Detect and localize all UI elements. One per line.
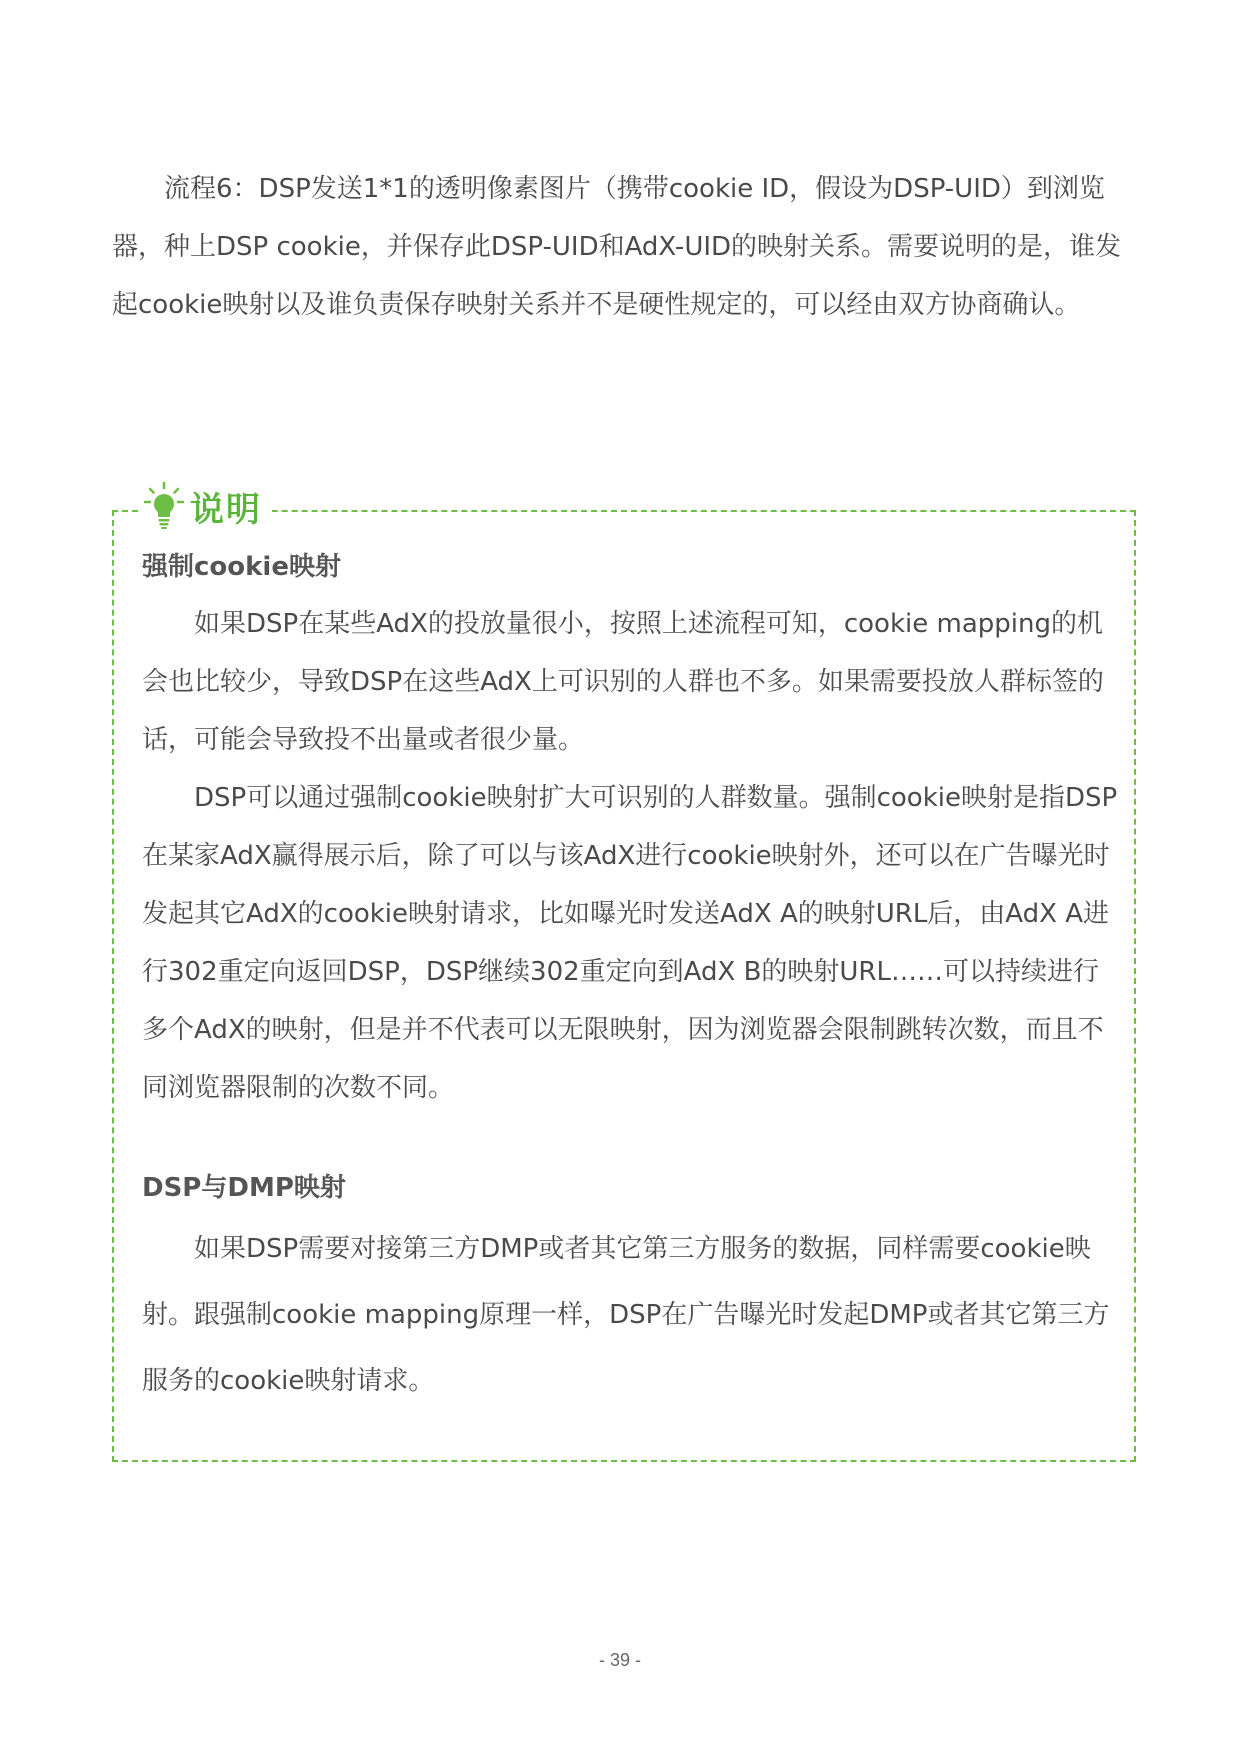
section-heading: DSP与DMP映射	[142, 1173, 346, 1203]
lead-paragraph: 流程6：DSP发送1*1的透明像素图片（携带cookie ID，假设为DSP-UID）到浏览器，种上DSP cookie，并保存此DSP-UID和AdX-UID的映射关系。需要说明的是，谁发起cookie映射以及谁负责保存映射关系并不是硬性规定的，可以经由双方协商确认。	[112, 174, 1122, 320]
section-heading: 强制cookie映射	[142, 552, 341, 582]
note-section-dsp-dmp	[142, 1167, 1122, 1414]
section-paragraph: DSP可以通过强制cookie映射扩大可识别的人群数量。强制cookie映射是指DSP在某家AdX赢得展示后，除了可以与该AdX进行cookie映射外，还可以在广告曝光时发起其它AdX的cookie映射请求，比如曝光时发送AdX A的映射URL后，由AdX A进行302重定向返回DSP，DSP继续302重定向到AdX B的映射URL……可以持续进行多个AdX的映射，但是并不代表可以无限映射，因为浏览器会限制跳转次数，而且不同浏览器限制的次数不同。	[142, 783, 1118, 1103]
section-paragraph: 如果DSP在某些AdX的投放量很小，按照上述流程可知，cookie mapping的机会也比较少，导致DSP在这些AdX上可识别的人群也不多。如果需要投放人群标签的话，可能会导致投不出量或者很少量。	[142, 609, 1104, 755]
section-paragraph: 如果DSP需要对接第三方DMP或者其它第三方服务的数据，同样需要cookie映射。跟强制cookie mapping原理一样，DSP在广告曝光时发起DMP或者其它第三方服务的cookie映射请求。	[142, 1234, 1110, 1396]
note-tag	[138, 476, 272, 536]
note-section-forced-mapping	[142, 546, 1122, 1117]
page-number: - 39 -	[598, 1650, 641, 1670]
lightbulb-icon	[144, 481, 184, 531]
note-content	[142, 546, 1122, 1414]
note-title: 说明	[190, 489, 262, 530]
note-box	[112, 489, 1136, 1462]
